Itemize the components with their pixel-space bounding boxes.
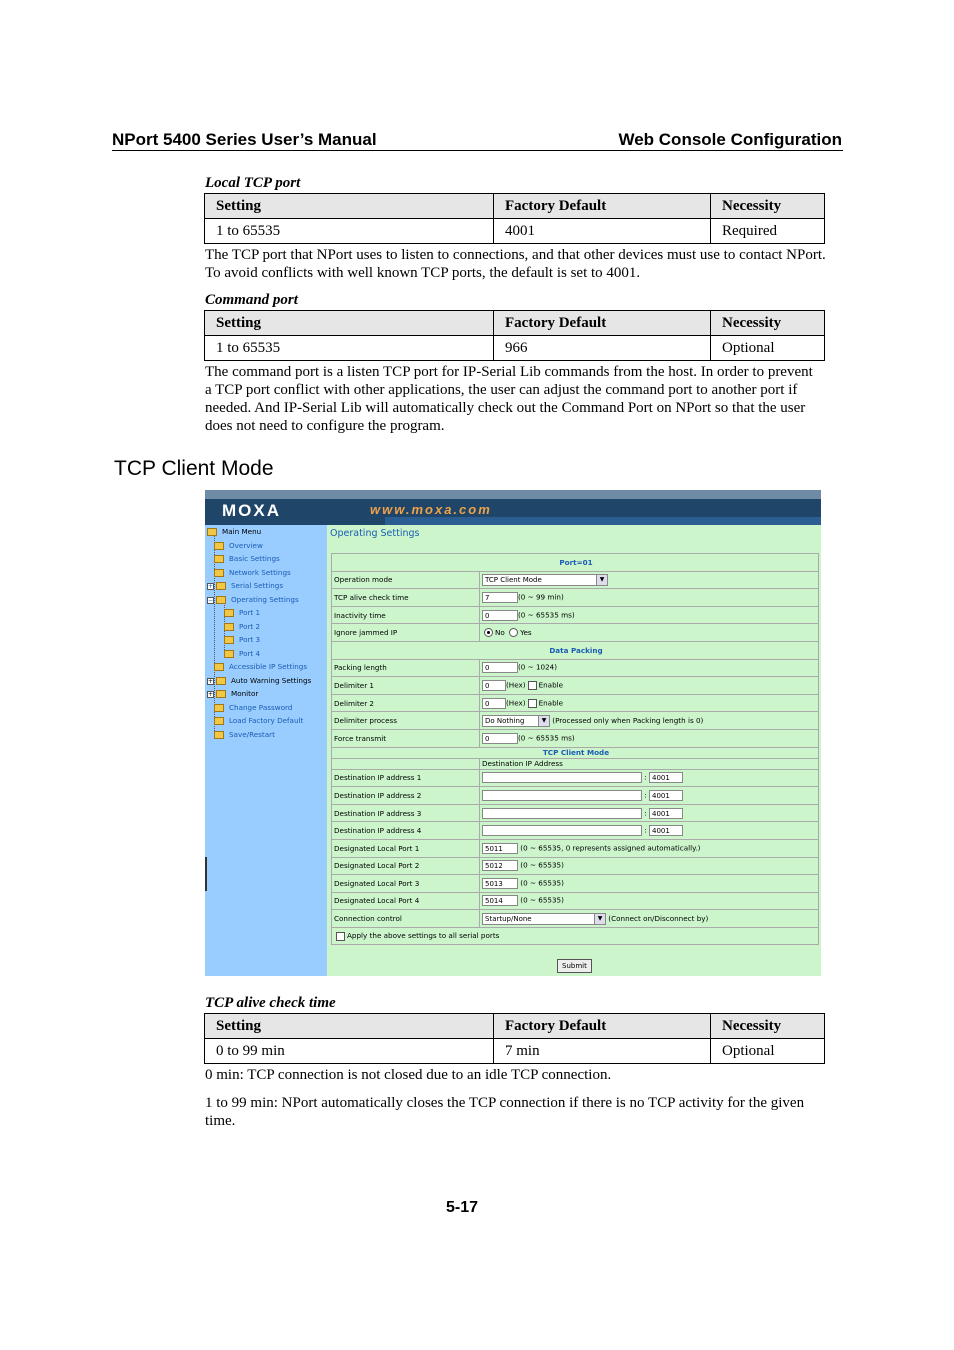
folder-icon xyxy=(224,623,234,631)
alive-check-description-1: 0 min: TCP connection is not closed due to an idle TCP connection. xyxy=(205,1067,612,1083)
col-necessity: Necessity xyxy=(711,311,825,336)
hex-label: (Hex) xyxy=(506,680,526,690)
enable-label: Enable xyxy=(538,680,564,690)
cell-necessity: Required xyxy=(711,219,825,244)
cell-necessity: Optional xyxy=(711,1039,825,1064)
local-port2-input[interactable]: 5012 xyxy=(482,860,518,871)
delimiter1-input[interactable]: 0 xyxy=(482,680,506,691)
moxa-logo: MOXA xyxy=(222,501,281,520)
port-header: Port=01 xyxy=(332,554,819,572)
folder-icon xyxy=(207,528,217,536)
table-header-row xyxy=(205,311,825,336)
local-tcp-port-description: The TCP port that NPort uses to listen to connections, and that other devices must use to contact NPort. To avoid conflicts with well known TCP ports, the default is set to 4001. xyxy=(205,247,826,281)
table-row xyxy=(205,1039,825,1064)
alive-check-description-2: 1 to 99 min: NPort automatically closes the TCP connection if there is no TCP activity for the given time. xyxy=(205,1095,805,1129)
dest-ip1-label: Destination IP address 1 xyxy=(332,769,480,787)
delimiter-process-select[interactable]: Do Nothing ▼ xyxy=(482,715,550,727)
table-header-row xyxy=(205,194,825,219)
chevron-down-icon: ▼ xyxy=(596,575,607,585)
force-transmit-label: Force transmit xyxy=(332,729,480,747)
col-setting: Setting xyxy=(205,1014,494,1039)
col-factory-default: Factory Default xyxy=(494,311,711,336)
folder-icon xyxy=(214,731,224,739)
dest-ip2-label: Destination IP address 2 xyxy=(332,787,480,805)
sidebar-item-main-menu[interactable]: Main Menu xyxy=(207,527,261,537)
enable-label: Enable xyxy=(538,698,564,708)
folder-icon xyxy=(216,596,226,604)
sidebar-menu xyxy=(205,525,327,976)
folder-icon xyxy=(214,569,224,577)
cell-necessity: Optional xyxy=(711,336,825,361)
sidebar-item-port-2[interactable]: Port 2 xyxy=(224,622,260,632)
cell-setting: 1 to 65535 xyxy=(205,336,494,361)
table-row xyxy=(205,219,825,244)
sidebar-item-port-4[interactable]: Port 4 xyxy=(224,649,260,659)
connection-control-select[interactable]: Startup/None ▼ xyxy=(482,913,606,925)
blank-cell xyxy=(332,758,480,769)
folder-icon xyxy=(214,717,224,725)
folder-icon xyxy=(214,555,224,563)
local-port4-label: Designated Local Port 4 xyxy=(332,892,480,910)
web-console-screenshot xyxy=(205,490,821,976)
delimiter2-input[interactable]: 0 xyxy=(482,698,506,709)
force-transmit-input[interactable]: 0 xyxy=(482,733,518,744)
alive-label: TCP alive check time xyxy=(332,589,480,607)
dest-ip4-input[interactable] xyxy=(482,825,642,836)
sidebar-item-auto-warning[interactable]: + Auto Warning Settings xyxy=(208,676,312,685)
apply-all-checkbox[interactable] xyxy=(336,932,345,941)
dest-ip-header: Destination IP Address xyxy=(480,758,819,769)
moxa-url: www.moxa.com xyxy=(370,502,492,517)
delimiter2-enable-checkbox[interactable] xyxy=(528,699,537,708)
local-tcp-port-table xyxy=(204,193,825,244)
col-necessity: Necessity xyxy=(711,1014,825,1039)
submit-button[interactable]: Submit xyxy=(557,959,592,973)
sidebar-item-serial-settings[interactable]: + Serial Settings xyxy=(208,581,284,590)
content-title: Operating Settings xyxy=(330,528,420,539)
client-mode-header: TCP Client Mode xyxy=(332,747,819,758)
sidebar-item-change-password[interactable]: Change Password xyxy=(214,703,292,713)
cell-default: 966 xyxy=(494,336,711,361)
dest-port1-input[interactable]: 4001 xyxy=(649,772,683,783)
sidebar-item-overview[interactable]: Overview xyxy=(214,541,263,551)
ignore-no-radio[interactable] xyxy=(484,628,493,637)
sidebar-item-port-3[interactable]: Port 3 xyxy=(224,635,260,645)
dest-ip2-input[interactable] xyxy=(482,790,642,801)
expand-icon[interactable]: + xyxy=(208,690,214,698)
collapse-icon[interactable]: − xyxy=(208,596,214,604)
local-port4-input[interactable]: 5014 xyxy=(482,895,518,906)
col-setting: Setting xyxy=(205,194,494,219)
chapter-title: Web Console Configuration xyxy=(618,130,842,149)
moxa-banner xyxy=(205,490,821,525)
cell-setting: 0 to 99 min xyxy=(205,1039,494,1064)
folder-icon xyxy=(214,704,224,712)
force-transmit-hint: (0 ~ 65535 ms) xyxy=(518,733,575,743)
table-header-row xyxy=(205,1014,825,1039)
col-setting: Setting xyxy=(205,311,494,336)
folder-icon xyxy=(216,677,226,685)
packing-length-input[interactable]: 0 xyxy=(482,662,518,673)
col-factory-default: Factory Default xyxy=(494,1014,711,1039)
alive-check-table xyxy=(204,1013,825,1064)
local-port2-label: Designated Local Port 2 xyxy=(332,857,480,875)
sidebar-item-monitor[interactable]: + Monitor xyxy=(208,689,259,698)
packing-length-hint: (0 ~ 1024) xyxy=(518,662,558,672)
folder-icon xyxy=(224,650,234,658)
local-port3-label: Designated Local Port 3 xyxy=(332,875,480,893)
connection-control-label: Connection control xyxy=(332,910,480,928)
folder-icon xyxy=(224,609,234,617)
local-port3-input[interactable]: 5013 xyxy=(482,878,518,889)
alive-check-label: TCP alive check time xyxy=(205,995,336,1011)
hex-label: (Hex) xyxy=(506,698,526,708)
local-port2-hint: (0 ~ 65535) xyxy=(520,860,564,870)
settings-panel xyxy=(328,525,821,976)
dest-port4-input[interactable]: 4001 xyxy=(649,825,683,836)
dest-port2-input[interactable]: 4001 xyxy=(649,790,683,801)
folder-icon xyxy=(224,636,234,644)
delimiter-process-label: Delimiter process xyxy=(332,712,480,730)
apply-all-label: Apply the above settings to all serial ports xyxy=(347,931,500,941)
operating-settings-form: Port=01 Operation mode TCP Client Mode ▼ TCP alive check time 7 (0 ~ 99 min) Inactivity time 0 (0 ~ 65535 ms) Ignore jammed IP No Yes Data Packing Packing length 0 (0 ~ 1024) Delimiter 1 0 (Hex) Enable Delimiter 2 0 (Hex) Enable Delimiter process Do Nothing ▼ (Processed only when Packing length is 0) Force transmit 0 (0 ~ 65535 ms) TCP Client Mode Destination IP Address Destination IP address 1 : 4001 Destination IP address 2 : 4001 Destination IP address 3 : 4001 Destination IP address 4 : 4001 Designated Local Port 1 5011 (0 ~ 65535, 0 represents assigned automatically.) Designated Local Port 2 5012 (0 ~ 65535) Designated Local Port 3 5013 (0 ~ 65535) Designated Local Port 4 5014 (0 ~ 65535) Connection control Startup/None ▼ (Connect on/Disconnect by) Apply the above settings to all serial ports xyxy=(331,553,819,945)
cell-setting: 1 to 65535 xyxy=(205,219,494,244)
sidebar-item-save-restart[interactable]: Save/Restart xyxy=(214,730,275,740)
connection-control-hint: (Connect on/Disconnect by) xyxy=(608,913,709,923)
ignore-jammed-label: Ignore jammed IP xyxy=(332,624,480,642)
cell-default: 7 min xyxy=(494,1039,711,1064)
local-tcp-port-label: Local TCP port xyxy=(205,175,301,191)
col-necessity: Necessity xyxy=(711,194,825,219)
manual-title: NPort 5400 Series User’s Manual xyxy=(112,130,377,149)
expand-icon[interactable]: + xyxy=(208,582,214,590)
alive-hint: (0 ~ 99 min) xyxy=(518,592,564,602)
op-mode-label: Operation mode xyxy=(332,571,480,589)
data-packing-header: Data Packing xyxy=(332,641,819,659)
dest-ip4-label: Destination IP address 4 xyxy=(332,822,480,840)
local-port1-hint: (0 ~ 65535, 0 represents assigned automatically.) xyxy=(520,843,701,853)
inactivity-hint: (0 ~ 65535 ms) xyxy=(518,610,575,620)
page-number: 5-17 xyxy=(446,1199,479,1216)
chevron-down-icon: ▼ xyxy=(594,914,605,924)
delimiter2-label: Delimiter 2 xyxy=(332,694,480,712)
cell-default: 4001 xyxy=(494,219,711,244)
local-port3-hint: (0 ~ 65535) xyxy=(520,878,564,888)
table-row xyxy=(205,336,825,361)
section-title: TCP Client Mode xyxy=(114,457,274,480)
folder-icon xyxy=(216,582,226,590)
local-port4-hint: (0 ~ 65535) xyxy=(520,895,564,905)
alive-input[interactable]: 7 xyxy=(482,592,518,603)
folder-icon xyxy=(214,663,224,671)
ignore-yes-label: Yes xyxy=(520,627,532,637)
command-port-description: The command port is a listen TCP port for IP-Serial Lib commands from the host. In order to prevent a TCP port conflict with other applications, the user can adjust the command port to another port if needed. And IP-Serial Lib will automatically check out the Command Port on NPort so that the user does not need to configure the program. xyxy=(205,364,813,434)
dest-ip3-input[interactable] xyxy=(482,808,642,819)
header-rule xyxy=(112,150,843,151)
chevron-down-icon: ▼ xyxy=(538,716,549,726)
sidebar-item-accessible-ip[interactable]: Accessible IP Settings xyxy=(214,662,307,672)
delimiter1-enable-checkbox[interactable] xyxy=(528,681,537,690)
sidebar-item-port-1[interactable]: Port 1 xyxy=(224,608,260,618)
dest-port3-input[interactable]: 4001 xyxy=(649,808,683,819)
inactivity-label: Inactivity time xyxy=(332,606,480,624)
op-mode-select[interactable]: TCP Client Mode ▼ xyxy=(482,574,608,586)
packing-length-label: Packing length xyxy=(332,659,480,677)
inactivity-input[interactable]: 0 xyxy=(482,610,518,621)
dest-ip3-label: Destination IP address 3 xyxy=(332,804,480,822)
expand-icon[interactable]: + xyxy=(208,677,214,685)
command-port-table xyxy=(204,310,825,361)
col-factory-default: Factory Default xyxy=(494,194,711,219)
delimiter-process-hint: (Processed only when Packing length is 0) xyxy=(552,715,704,725)
folder-icon xyxy=(214,542,224,550)
delimiter1-label: Delimiter 1 xyxy=(332,677,480,695)
local-port1-input[interactable]: 5011 xyxy=(482,843,518,854)
sidebar-item-load-factory-default[interactable]: Load Factory Default xyxy=(214,716,303,726)
sidebar-item-network-settings[interactable]: Network Settings xyxy=(214,568,291,578)
command-port-label: Command port xyxy=(205,292,298,308)
sidebar-item-basic-settings[interactable]: Basic Settings xyxy=(214,554,280,564)
dest-ip1-input[interactable] xyxy=(482,772,642,783)
sidebar-item-operating-settings[interactable]: − Operating Settings xyxy=(208,595,299,604)
local-port1-label: Designated Local Port 1 xyxy=(332,839,480,857)
folder-icon xyxy=(216,690,226,698)
ignore-no-label: No xyxy=(495,627,505,637)
ignore-yes-radio[interactable] xyxy=(509,628,518,637)
